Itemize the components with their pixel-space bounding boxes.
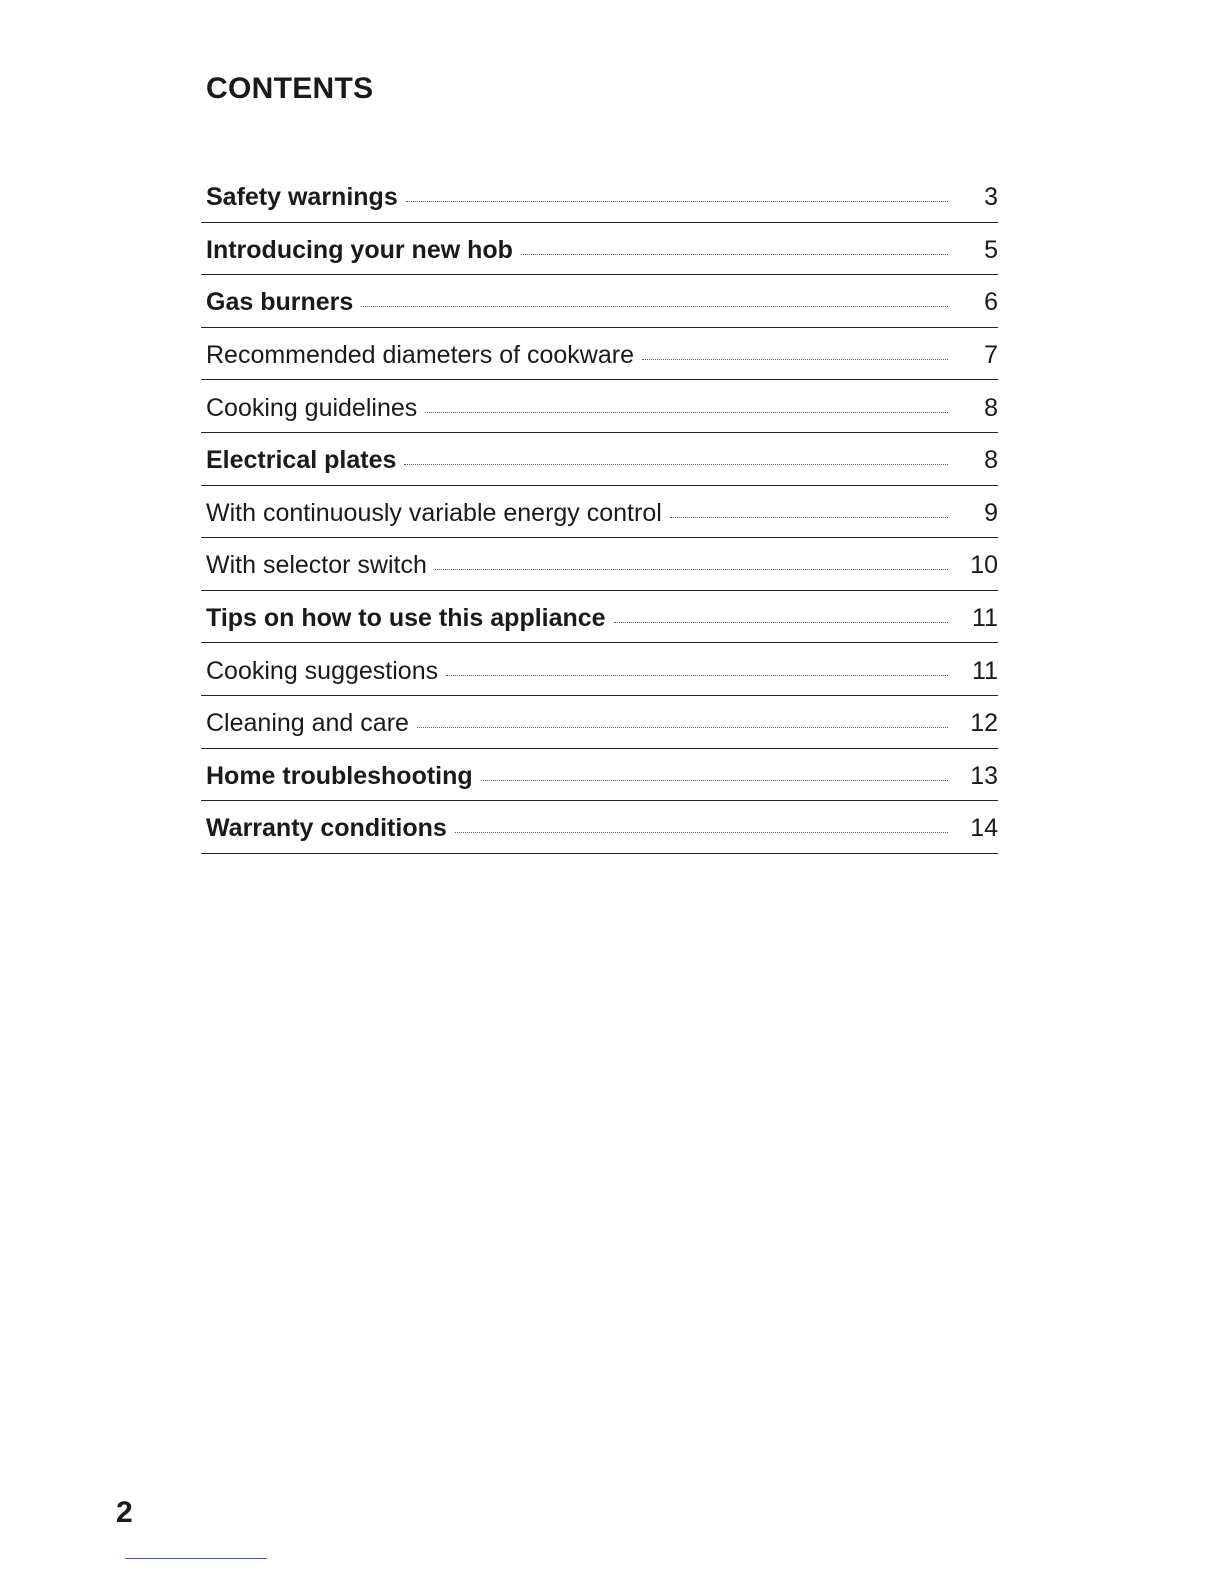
dot-leader [481, 780, 948, 781]
toc-entry-electrical-plates[interactable] [201, 433, 998, 486]
toc-entry-continuously-variable-energy-control[interactable] [201, 486, 998, 539]
toc-entry-tips-on-how-to-use[interactable] [201, 591, 998, 644]
toc-entry-label: Cleaning and care [206, 709, 409, 738]
toc-entry-cooking-suggestions[interactable] [201, 643, 998, 696]
toc-entry-page: 3 [984, 183, 998, 212]
toc-entry-label: Home troubleshooting [206, 761, 473, 790]
dot-leader [435, 569, 948, 570]
toc-entry-page: 10 [970, 551, 998, 580]
toc-entry-label: Tips on how to use this appliance [206, 604, 606, 633]
toc-entry-label: Cooking suggestions [206, 656, 439, 685]
dot-leader [455, 832, 948, 833]
toc-entry-safety-warnings[interactable] [201, 170, 998, 223]
toc-entry-recommended-diameters-of-cookware[interactable] [201, 328, 998, 381]
page-title: CONTENTS [206, 72, 374, 105]
dot-leader [425, 412, 948, 413]
toc-entry-label: Cooking guidelines [206, 393, 418, 422]
toc-entry-page: 7 [984, 341, 998, 370]
toc-entry-label: Recommended diameters of cookware [206, 341, 634, 370]
toc-entry-page: 12 [970, 709, 998, 738]
toc-entry-label: With continuously variable energy control [206, 498, 662, 527]
toc-entry-label: Gas burners [206, 288, 354, 317]
dot-leader [670, 517, 948, 518]
toc-entry-page: 8 [984, 393, 998, 422]
dot-leader [614, 622, 948, 623]
toc-entry-home-troubleshooting[interactable] [201, 749, 998, 802]
dot-leader [642, 359, 948, 360]
toc-entry-page: 11 [972, 656, 998, 685]
toc-entry-page: 5 [984, 235, 998, 264]
page-number: 2 [116, 1496, 133, 1529]
toc-entry-label: Introducing your new hob [206, 235, 513, 264]
table-of-contents [201, 170, 998, 854]
toc-entry-warranty-conditions[interactable] [201, 801, 998, 854]
toc-entry-label: With selector switch [206, 551, 427, 580]
dot-leader [521, 254, 948, 255]
dot-leader [446, 675, 948, 676]
toc-entry-page: 6 [984, 288, 998, 317]
toc-entry-label: Warranty conditions [206, 814, 447, 843]
dot-leader [406, 201, 948, 202]
toc-entry-label: Electrical plates [206, 446, 397, 475]
dot-leader [361, 306, 948, 307]
toc-entry-cooking-guidelines[interactable] [201, 380, 998, 433]
toc-entry-page: 13 [970, 761, 998, 790]
toc-entry-gas-burners[interactable] [201, 275, 998, 328]
dot-leader [404, 464, 948, 465]
toc-entry-page: 14 [970, 814, 998, 843]
dot-leader [417, 727, 948, 728]
toc-entry-page: 9 [984, 498, 998, 527]
toc-entry-label: Safety warnings [206, 183, 398, 212]
toc-entry-cleaning-and-care[interactable] [201, 696, 998, 749]
toc-entry-introducing-your-new-hob[interactable] [201, 223, 998, 276]
footer-rule [125, 1558, 267, 1559]
toc-entry-selector-switch[interactable] [201, 538, 998, 591]
toc-entry-page: 11 [972, 604, 998, 633]
toc-entry-page: 8 [984, 446, 998, 475]
